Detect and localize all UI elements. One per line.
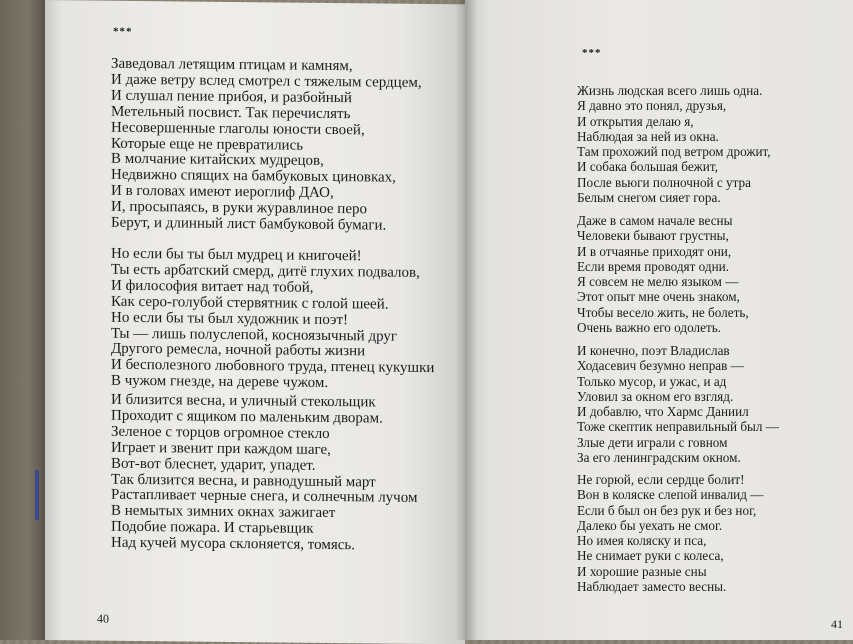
poem-line: Подобие пожара. И старьевщик xyxy=(111,518,314,538)
poem-line: Человеки бывают грустны, xyxy=(577,228,729,244)
poem-line: Заведовал летящим птицам и камням, xyxy=(111,55,353,75)
poem-line: Чтобы весело жить, не болеть, xyxy=(577,304,749,320)
poem-line: Проходит с ящиком по маленьким дворам. xyxy=(111,407,383,427)
left-page xyxy=(45,0,465,644)
poem-line: И в головах имеют иероглиф ДАО, xyxy=(111,182,334,202)
poem-line: И конечно, поэт Владислав xyxy=(577,343,730,358)
poem-line: Но имея коляску и пса, xyxy=(577,533,707,549)
poem-line: И хорошие разные сны xyxy=(577,563,707,579)
poem-line: Над кучей мусора склоняется, томясь. xyxy=(111,534,356,554)
poem-line: Очень важно его одолеть. xyxy=(577,320,722,336)
poem-line: Наблюдая за ней из окна. xyxy=(577,128,719,144)
poem-stanza xyxy=(111,393,417,555)
poem-line: Как серо-голубой стервятник с голой шеей. xyxy=(111,293,389,313)
poem-line: Недвижно спящих на бамбуковых циновках, xyxy=(111,167,396,187)
right-page xyxy=(465,0,853,640)
poem-line: Вон в коляске слепой инвалид — xyxy=(577,487,764,503)
poem-line: Не снимает руки с колеса, xyxy=(577,548,724,564)
poem-line: Зеленое с торцов огромное стекло xyxy=(111,423,330,442)
poem-line: Ходасевич безумно неправ — xyxy=(577,358,744,374)
poem-line: Ты — лишь полуслепой, косноязычный друг xyxy=(111,325,398,345)
poem-line: Даже в самом начале весны xyxy=(577,213,733,228)
poem-stanza xyxy=(577,472,763,594)
page-number: 40 xyxy=(97,611,109,626)
poem-line: И добавлю, что Хармс Даниил xyxy=(577,404,749,420)
poem-stanza xyxy=(577,343,779,465)
poem-line: И собака большая бежит, xyxy=(577,159,718,175)
poem-line: Не горюй, если сердце болит! xyxy=(577,472,745,487)
poem-line: В молчание китайских мудрецов, xyxy=(111,151,324,170)
poem-line: В немытых зимних окнах зажигает xyxy=(111,503,336,522)
poem-line: Я давно это понял, друзья, xyxy=(577,98,727,114)
poem-line: Но если бы ты был мудрец и книгочей! xyxy=(111,245,362,265)
poem-line: Если б был он без рук и без ног, xyxy=(577,502,757,518)
poem-line: Другого ремесла, ночной работы жизни xyxy=(111,341,366,360)
poem-line: Так близится весна, и равнодушный март xyxy=(111,471,376,490)
poem-stanza xyxy=(111,57,422,235)
poem-line: Играет и звенит при каждом шаге, xyxy=(111,439,331,458)
poem-line: Этот опыт мне очень знаком, xyxy=(577,289,740,305)
poem-line: И открытия делаю я, xyxy=(577,113,694,129)
poem-line: За его ленинградским окном. xyxy=(577,450,741,466)
poem-line: Злые дети играли с говном xyxy=(577,434,728,450)
poem-line: Уловил за окном его взгляд. xyxy=(577,388,734,404)
poem-line: После вьюги полночной с утра xyxy=(577,174,752,190)
poem-line: Наблюдает заместо весны. xyxy=(577,579,727,595)
poem-stanza xyxy=(577,83,771,205)
poem-line: Но если бы ты был художник и поэт! xyxy=(111,309,348,328)
poem-line: И бесполезного любовного труда, птенец кукушки xyxy=(111,357,435,377)
poem-line: Далеко бы уехать не смог. xyxy=(577,517,723,533)
poem-line: Белым снегом сияет гора. xyxy=(577,190,721,206)
poem-line: Метельный посвист. Так перечислять xyxy=(111,103,351,122)
poem-line: Только мусор, и ужас, и ад xyxy=(577,373,727,389)
poem-line: И, просыпаясь, в руки журавлиное перо xyxy=(111,198,367,218)
poem-line: Там прохожий под ветром дрожит, xyxy=(577,144,771,160)
poem-line: Берут, и длинный лист бамбуковой бумаги. xyxy=(111,214,387,234)
poem-stanza xyxy=(577,213,749,335)
poem-line: И философия витает над тобой, xyxy=(111,277,314,296)
poem-line: Тоже скептик неправильный был — xyxy=(577,419,779,435)
poem-line: И в отчаянье приходят они, xyxy=(577,243,732,259)
poem-line: Жизнь людская всего лишь одна. xyxy=(577,83,763,98)
poem-line: И слушал пение прибоя, и разбойный xyxy=(111,87,352,107)
poem-line: Вот-вот блеснет, ударит, упадет. xyxy=(111,455,316,474)
poem-line: И близится весна, и уличный стекольщик xyxy=(111,391,376,411)
section-divider-stars: *** xyxy=(113,25,133,38)
poem-line: Ты есть арбатский смерд, дитё глухих подвалов, xyxy=(111,261,420,281)
poem-line: В чужом гнезде, на дереве чужом. xyxy=(111,372,329,392)
page-number: 41 xyxy=(831,617,843,631)
poem-stanza xyxy=(111,247,434,394)
poem-line: Я совсем не мелю языком — xyxy=(577,274,739,290)
poem-line: И даже ветру вслед смотрел с тяжелым сердцем, xyxy=(111,71,422,91)
book-edge xyxy=(0,0,46,640)
book-gutter xyxy=(455,0,477,640)
poem-line: Несовершенные глаголы юности своей, xyxy=(111,119,365,138)
poem-line: Растапливает черные снега, и солнечным лучом xyxy=(111,487,418,507)
section-divider-stars: *** xyxy=(582,47,602,59)
poem-line: Если время проводят одни. xyxy=(577,258,729,274)
bookmark-strip xyxy=(35,470,39,520)
poem-line: Которые еще не превратились xyxy=(111,135,304,154)
